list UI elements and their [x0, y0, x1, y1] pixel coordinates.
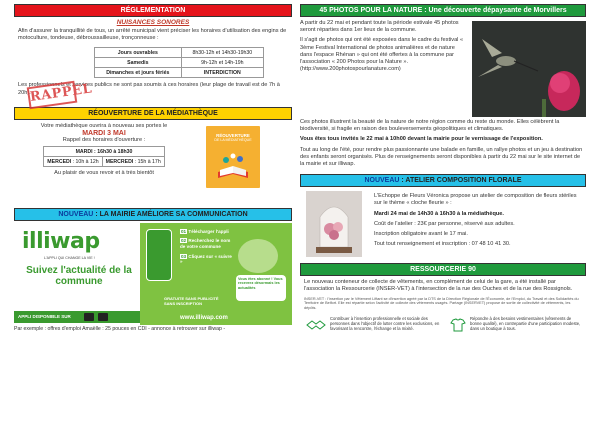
- website-link[interactable]: www.illiwap.com: [180, 314, 228, 321]
- illiwap-promo: [14, 223, 292, 335]
- google-play-icon: [98, 313, 108, 321]
- book-icon: [206, 150, 260, 184]
- table-row: [95, 48, 264, 58]
- table-cell-hours: MERCREDI : 15h à 17h: [102, 157, 164, 167]
- photos-p2: Il s'agit de photos qui ont été exposées dans le cadre du festival « 3ème Festival International de photos animalières et de nature dans l'espace Rhénan » qui ont été offertes à la commune par l'association « 200 Photos pour la Nature ». (http://www.200photospourlanature.com): [300, 37, 464, 73]
- hummingbird-image: [472, 21, 586, 117]
- table-cell-hours: 8h30-12h et 14h30-19h30: [181, 48, 263, 58]
- mediatheque-date: MARDI 3 MAI: [82, 130, 126, 138]
- photos-text-top: [300, 20, 468, 73]
- handshake-icon: [306, 318, 326, 332]
- ressourcerie-p1: Le nouveau conteneur de collecte de vêtements, en complément de celui de la gare, a été installé par l'association la Ressourcerie (INSER-VET) à l'intersection de la rue des Ouches et de la rue des Rossignols.: [304, 279, 573, 293]
- table-row: [95, 58, 264, 68]
- shirt-icon: [450, 318, 466, 332]
- photos-p5: Tout au long de l'été, pour rendre plus passionnante une balade en famille, un rallye photos et un jeu à destination des enfants seront organisés. Plus de renseignements seront disponibles à partir du 22 mai sur le site internet de la mairie et sur illiwap.: [300, 146, 583, 168]
- illiwap-logo: illiwap: [22, 228, 100, 254]
- reglementation-footer: Les professionnels et services publics ne sont pas soumis à ces horaires (leur plage de travail est de 7h à 20h).: [18, 82, 280, 96]
- atelier-deadline: Inscription obligatoire avant le 17 mai.: [374, 231, 468, 238]
- atelier-date: Mardi 24 mai de 14h30 à 16h30 à la médiathèque.: [374, 210, 504, 217]
- table-row: [44, 147, 164, 157]
- photos-header: 45 PHOTOS POUR LA NATURE : Une découverte dépaysante de Morvillers: [300, 4, 586, 17]
- appli-label: APPLI DISPONIBLE SUR: [18, 313, 71, 319]
- ressourcerie-left-box: Contribuer à l'insertion professionnelle et sociale des personnes dans l'objectif de lutter contre les exclusions, en favorisant la rencontre, l'échange et la mixité.: [330, 316, 440, 332]
- mediatheque-text: [14, 123, 194, 178]
- table-cell-hours: 9h-12h et 14h-19h: [181, 58, 263, 68]
- reglementation-header: RÉGLEMENTATION: [14, 4, 292, 17]
- atelier-contact: Tout tout renseignement et inscription : 07 48 10 41 30.: [374, 241, 511, 248]
- photos-p4: Vous êtes tous invités le 22 mai à 10h00 devant la mairie pour le vernissage de l'exposition.: [300, 136, 543, 143]
- illiwap-tagline: L'APPLI QUI CHANGE LA VIE !: [44, 255, 95, 260]
- photos-p1: A partir du 22 mai et pendant toute la période estivale 45 photos seront réparties dans 1er lieux de la commune.: [300, 20, 459, 34]
- mairie-header: [14, 208, 292, 221]
- table-cell-day: Jours ouvrables: [95, 48, 182, 58]
- table-cell-hours: MARDI : 16h30 à 18h30: [44, 147, 164, 157]
- nuisances-subtitle: NUISANCES SONORES: [116, 19, 190, 26]
- table-cell-day: Samedis: [95, 58, 182, 68]
- atelier-text: [374, 193, 584, 248]
- gratuite-text: GRATUITE SANS PUBLICITÉ SANS INSCRIPTION: [164, 295, 219, 306]
- table-cell-day: Dimanches et jours fériés: [95, 68, 182, 78]
- photos-top: [300, 17, 586, 119]
- reglementation-intro: Afin d'assurer la tranquillité de tous, un arrêté municipal vient préciser les horaires d'utilisation des engins de motoculture, tondeuse, débroussailleuse, tronçonneuse :: [18, 28, 287, 42]
- ressourcerie-boxes: [300, 314, 586, 348]
- phone-image: [146, 229, 172, 281]
- table-cell-hours: MERCEDI : 10h à 12h: [44, 157, 102, 167]
- mediatheque-header: RÉOUVERTURE DE LA MÉDIATHÈQUE: [14, 107, 292, 120]
- right-column: [300, 4, 586, 348]
- flower-dome-image: [306, 191, 362, 257]
- nouveau-label: NOUVEAU: [58, 210, 94, 218]
- mediatheque-intro: Votre médiathèque ouvrira à nouveau ses portes le: [40, 122, 168, 129]
- rappel-stamp: RAPPEL: [27, 81, 78, 109]
- cloche-photo: [306, 191, 362, 257]
- hand-phone-image: [238, 239, 278, 273]
- table-row: [95, 68, 264, 78]
- table-cell-hours: INTERDICTION: [181, 68, 263, 78]
- illiwap-steps-panel: [140, 223, 292, 325]
- atelier-header-text: : ATELIER COMPOSITION FLORALE: [399, 177, 522, 185]
- steps-list: [180, 229, 232, 265]
- table-row: [44, 157, 164, 167]
- appli-bar: [14, 311, 140, 323]
- hummingbird-photo: [472, 21, 586, 117]
- atelier-section: [300, 187, 586, 261]
- step-3: 03 Cliquez sur « suivre »: [180, 253, 232, 265]
- mediatheque-recall: Rappel des horaires d'ouverture :: [62, 137, 146, 144]
- left-column: [14, 4, 292, 335]
- nouveau-label: NOUVEAU: [364, 177, 400, 185]
- poster-title: RÉOUVERTURE: [216, 132, 250, 138]
- atelier-p1: L'Echoppe de Fleurs Véronica propose un atelier de composition de fleurs stériles sur le thème « cloche fleurie » :: [374, 193, 577, 207]
- ressourcerie-header: RESSOURCERIE 90: [300, 263, 586, 276]
- illiwap-slogan: Suivez l'actualité de la commune: [26, 264, 132, 287]
- illiwap-left-panel: [14, 223, 140, 325]
- step-2: 02 Recherchez le nom de votre commune: [180, 238, 231, 249]
- hours-table: [94, 47, 264, 78]
- ressourcerie-right-box: Répondre à des besoins vestimentaires (vêtements de bonne qualité), en contrepartie d'une participation modeste, dans un boutique à tous.: [470, 316, 581, 332]
- atelier-header: [300, 174, 586, 187]
- photos-p3: Ces photos illustrent la beauté de la nature de notre région comme du reste du monde. Elles célèbrent la biodiversité, si fragile en raison des bouleversements géopolitiques et climatiques.: [300, 119, 560, 133]
- mediatheque-poster: [206, 126, 260, 188]
- mediatheque-hours-table: [43, 146, 164, 167]
- notification-bubble: Vous êtes abonné ! Vous recevrez désormais les actualités: [236, 275, 286, 301]
- mediatheque-section: [14, 120, 292, 200]
- atelier-cost: Coût de l'atelier : 23€ par personne, réservé aux adultes.: [374, 220, 515, 227]
- mairie-footer: Par exemple : offres d'emploi Amaëlle : 25 pouces en CDI - annonce à retrouver sur illiwap -: [14, 325, 226, 332]
- mairie-header-text: : LA MAIRIE AMÉLIORE SA COMMUNICATION: [93, 210, 248, 218]
- ressourcerie-small: INSER-VET : l'insertion par le Vêtement Liftant se d'insertion agréé par la DTS de la Direction Régionale de l'Économie, de l'Emploi, du Travail et des Solidarités du Territoire de Belfort. Elle est répartie selon l'activité de collecte des vêtements usagés. Partage (INSERVET) propose de sortie de collectivité de vêtements, les dépôts.: [304, 296, 579, 311]
- poster-subtitle: DE LA MÉDIATHÈQUE: [214, 137, 252, 142]
- step-1: 01 Télécharger l'appli: [181, 228, 229, 234]
- apple-store-icon: [84, 313, 94, 321]
- mediatheque-closing: Au plaisir de vous revoir et à très bientôt: [54, 170, 154, 177]
